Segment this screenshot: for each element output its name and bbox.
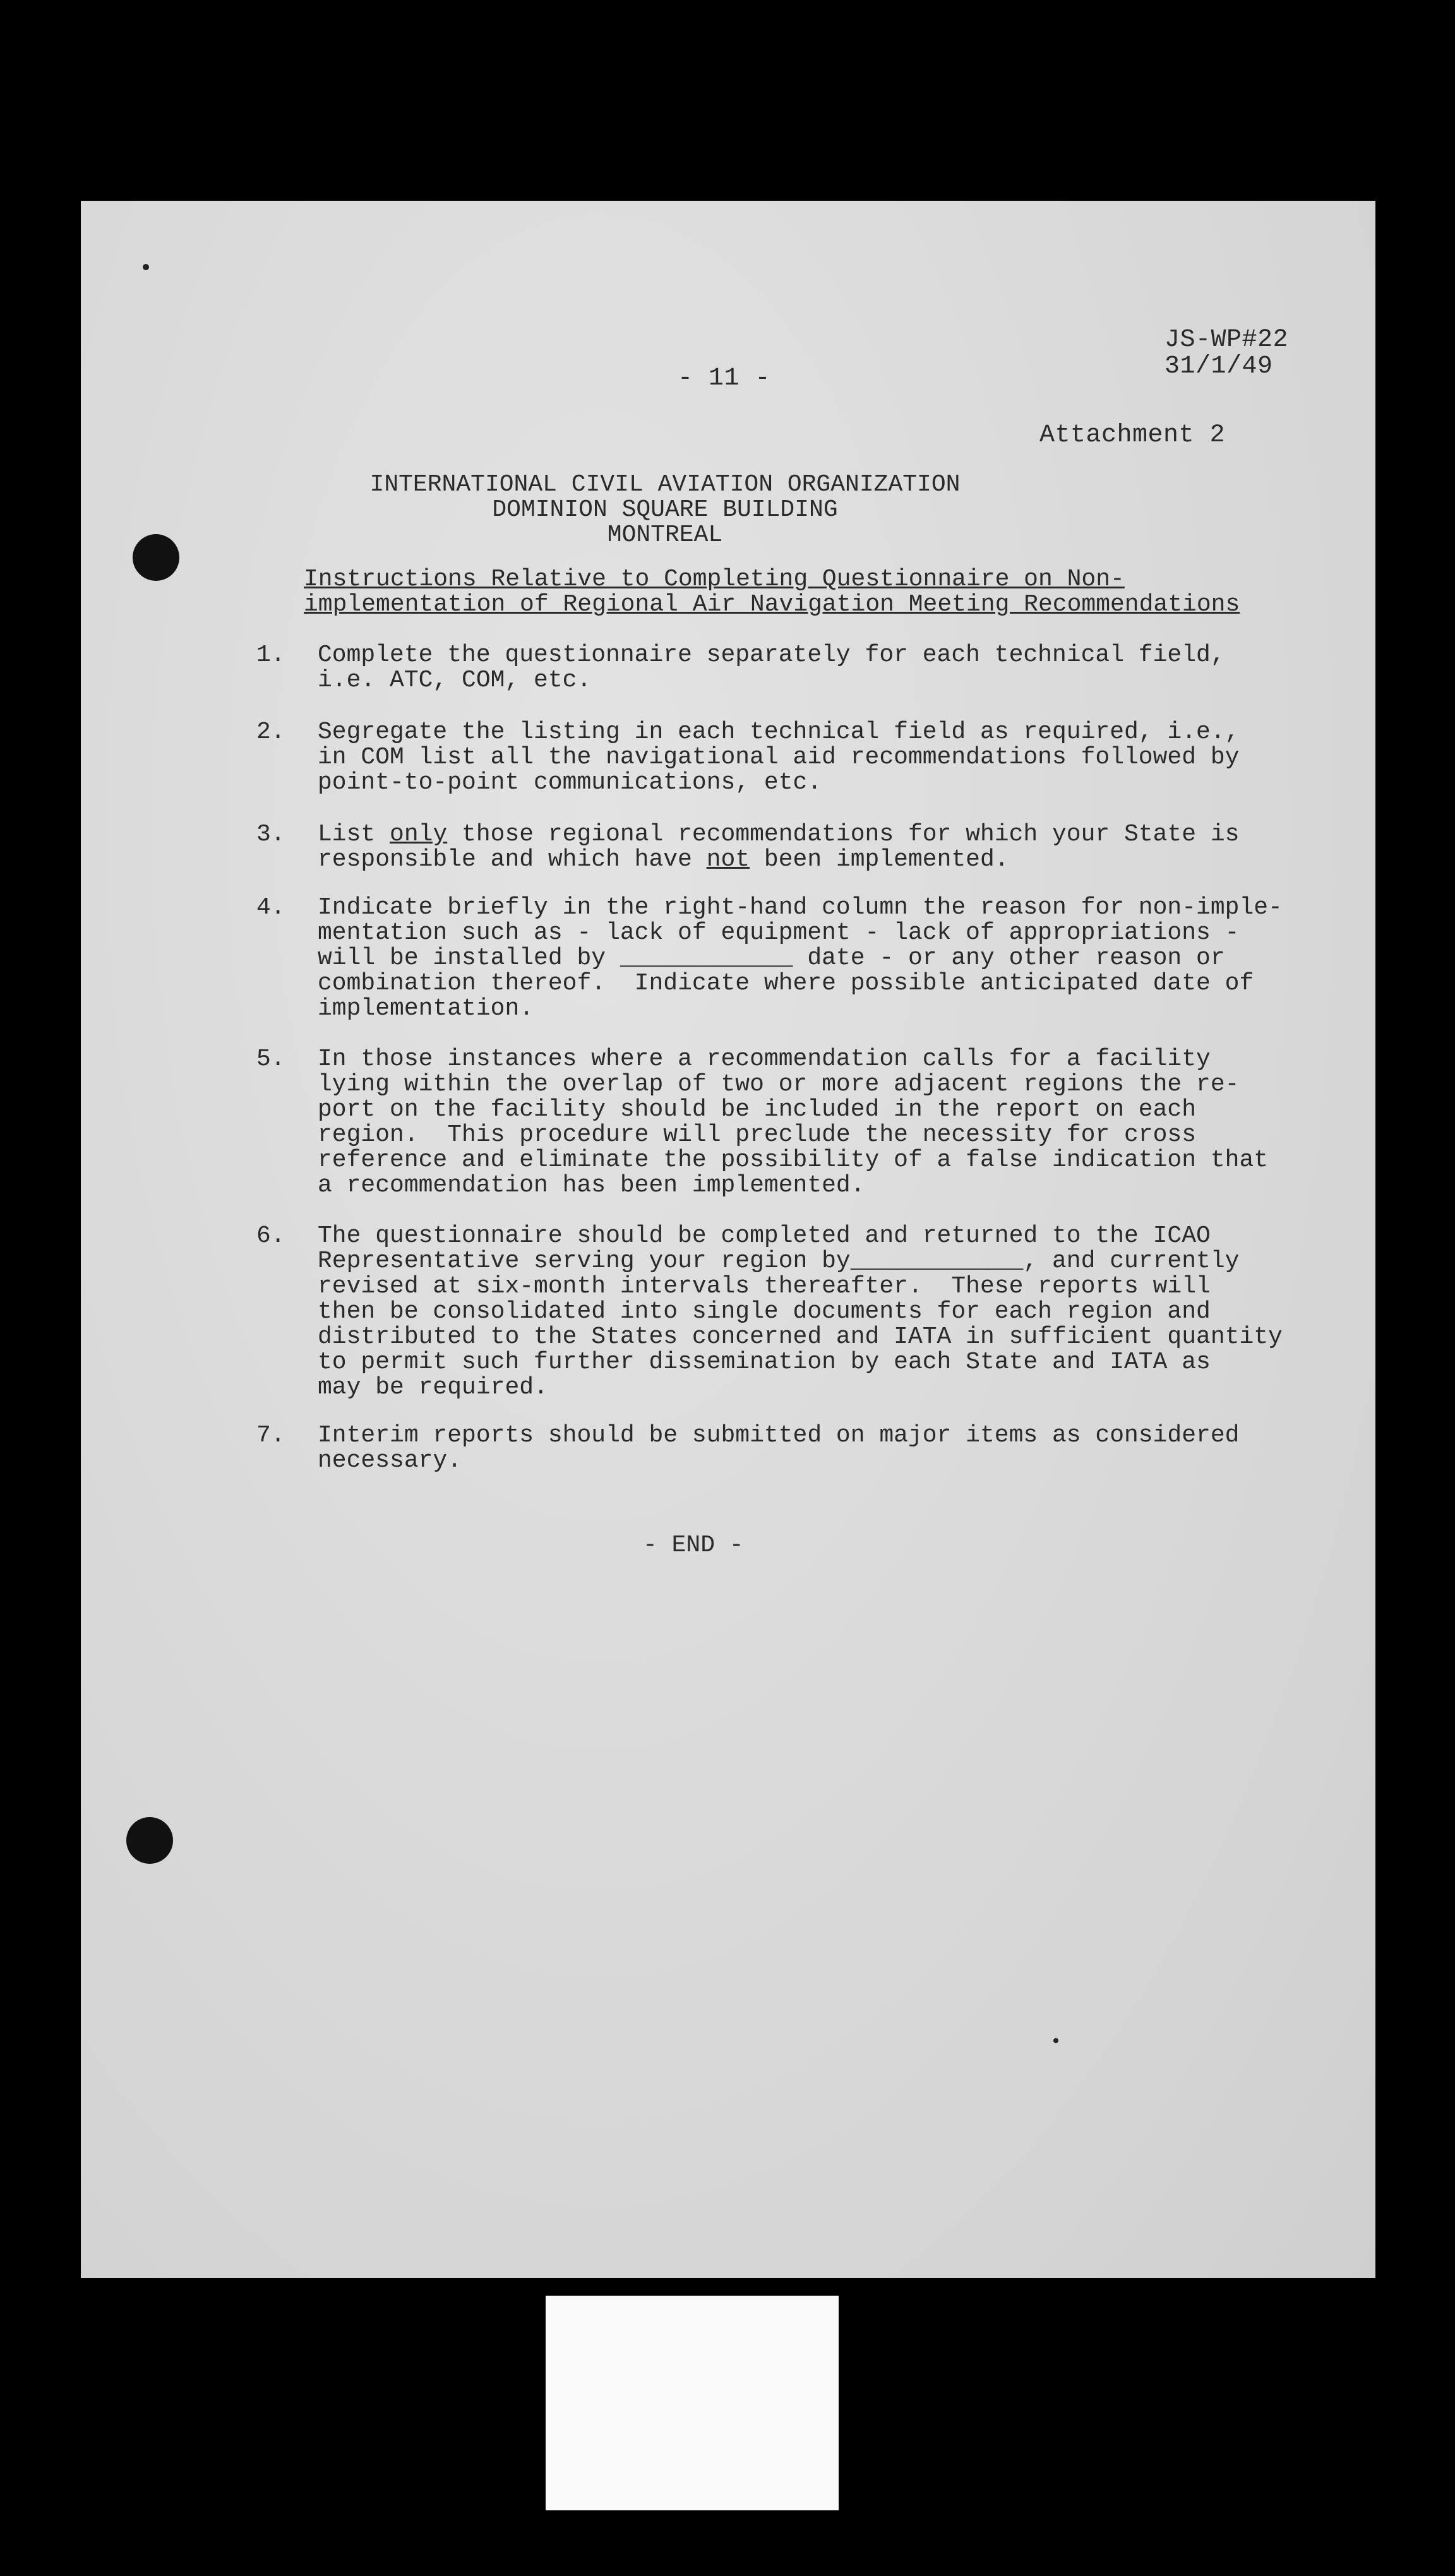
item-text: Complete the questionnaire separately for each technical field, i.e. ATC, COM, etc. — [318, 641, 1225, 694]
page-number: - 11 - — [678, 364, 771, 393]
emphasis-only: only — [390, 821, 448, 848]
punch-hole-bottom — [126, 1817, 173, 1864]
item-text: In those instances where a recommendation calls for a facility lying within the overlap of two or more adjacent regions the re- port on the facility should be included in the report on each region. This procedure will preclude the necessity for cross reference and eliminate the possibility of a false indication that a recommendation has been implemented. — [318, 1046, 1269, 1199]
item-number: 3. — [256, 821, 285, 848]
item-number: 2. — [256, 719, 285, 746]
item-number: 5. — [256, 1046, 285, 1073]
end-marker: - END - — [643, 1532, 744, 1559]
item-number: 7. — [256, 1422, 285, 1449]
document-reference: JS-WP#22 31/1/49 — [1165, 326, 1289, 381]
item-text: List only those regional recommendations for which your State is responsible and which have not been implemented. — [318, 821, 1240, 873]
document-title: Instructions Relative to Completing Questionnaire on Non- implementation of Regional Air Navigation Meeting Recommendations — [304, 566, 1240, 618]
ink-speck — [143, 264, 149, 270]
emphasis-not: not — [706, 846, 750, 873]
ink-speck — [1053, 2038, 1058, 2043]
item-number: 4. — [256, 894, 285, 921]
organization-building: DOMINION SQUARE BUILDING — [492, 496, 838, 523]
item-text: Interim reports should be submitted on major items as considered necessary. — [318, 1422, 1240, 1474]
target-slip — [546, 2296, 839, 2510]
item-text: Indicate briefly in the right-hand column the reason for non-imple- mentation such as - lack of equipment - lack of appropriations - will be installed by ____________ date - or any other reason or combination thereof. Indicate where possible anticipated date of implementation. — [318, 894, 1283, 1022]
item-text: The questionnaire should be completed and returned to the ICAO Representative serving your region by____________, and currently revised at six-month intervals thereafter. These reports will then be consolidated into single documents for each region and distributed to the States concerned and IATA in sufficient quantity to permit such further dissemination by each State and IATA as may be required. — [318, 1222, 1283, 1401]
organization-city: MONTREAL — [607, 522, 723, 549]
document-page — [81, 201, 1375, 2278]
item-number: 6. — [256, 1222, 285, 1249]
item-number: 1. — [256, 641, 285, 669]
attachment-label: Attachment 2 — [1039, 421, 1226, 450]
organization-name: INTERNATIONAL CIVIL AVIATION ORGANIZATION — [369, 471, 961, 498]
item-text: Segregate the listing in each technical field as required, i.e., in COM list all the navigational aid recommendations followed by point-to-point communications, etc. — [318, 719, 1240, 796]
